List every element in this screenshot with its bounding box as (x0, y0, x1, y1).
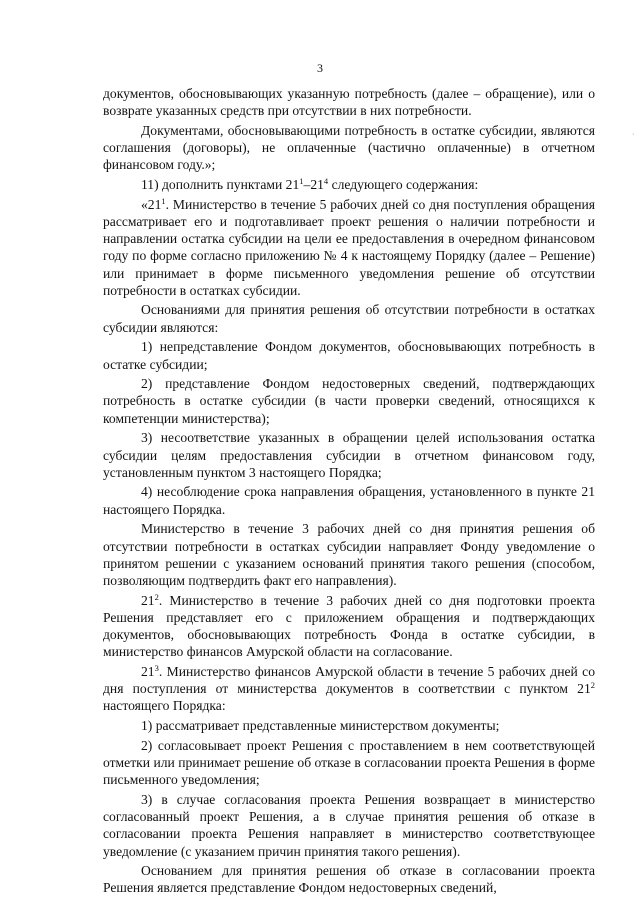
paragraph: $21^2$. Министерство в течение 3 рабочих дней со дня подготовки проекта Решения представляет его с приложением обращения и подтверждающих документов, обосновывающих потребность Фонда в остатке субсидии, в министерство финансов Амурской области на согласование. (103, 591, 595, 660)
paragraph: $21^3$. Министерство финансов Амурской области в течение 5 рабочих дней со дня поступления от министерства документов в соответствии с пунктом $21^2$ настоящего Порядка: (103, 663, 595, 714)
paragraph: 1) непредставление Фондом документов, обосновывающих потребность в остатке субсидии; (103, 339, 595, 372)
paragraph: 11) дополнить пунктами $21^1-21^4$ следующего содержания: (141, 176, 479, 193)
paragraph: «$21^1$. Министерство в течение 5 рабочих дней со дня поступления обращения рассматривает его и подготавливает проект решения о наличии потребности и направлении остатка субсидии на цели ее предоставления в очередном финансовом году по форме согласно приложению № 4 к настоящему Порядку (далее – Решение) или принимает в форме письменного уведомления решение об отсутствии потребности в остатках субсидии. (103, 195, 595, 298)
paragraph: 2) согласовывает проект Решения с проставлением в нем соответствующей отметки или принимает решение об отказе в согласовании проекта Решения в форме письменного уведомления; (103, 737, 595, 788)
paragraph: 3) в случае согласования проекта Решения возвращает в министерство согласованный проект Решения, а в случае принятия решения об отказе в согласовании проекта Решения направляет в министерство соответствующее уведомление (с указанием причин принятия такого решения). (103, 791, 595, 859)
paragraph: Основаниями для принятия решения об отсутствии потребности в остатках субсидии являются: (103, 302, 595, 335)
document-body (103, 85, 595, 899)
page-number: 3 (317, 61, 323, 75)
paragraph: Основанием для принятия решения об отказе в согласовании проекта Решения является представление Фондом недостоверных сведений, (103, 863, 595, 896)
paragraph: Министерство в течение 3 рабочих дней со дня принятия решения об отсутствии потребности в остатках субсидии направляет Фонду уведомление о принятом решении с указанием оснований принятия такого решения (способом, позволяющим подтвердить факт его направления). (103, 521, 595, 588)
paragraph: 2) представление Фондом недостоверных сведений, подтверждающих потребность в остатке субсидии (в части проверки сведений, относящихся к компетенции министерства); (103, 376, 595, 426)
paragraph: 3) несоответствие указанных в обращении целей использования остатка субсидии целям предоставления субсидии в отчетном финансовом году, установленным пунктом 3 настоящего Порядка; (103, 430, 595, 480)
stray-mark: · (632, 130, 635, 139)
paragraph: 4) несоблюдение срока направления обращения, установленного в пункте 21 настоящего Порядка. (103, 484, 595, 517)
paragraph: документов, обосновывающих указанную потребность (далее – обращение), или о возврате указанных средств при отсутствии в них потребности. (103, 86, 595, 119)
paragraph: 1) рассматривает представленные министерством документы; (141, 718, 500, 734)
paragraph: Документами, обосновывающими потребность в остатке субсидии, являются соглашения (договоры), не оплаченные (частично оплаченные) в отчетном финансовом году.»; (103, 122, 595, 173)
